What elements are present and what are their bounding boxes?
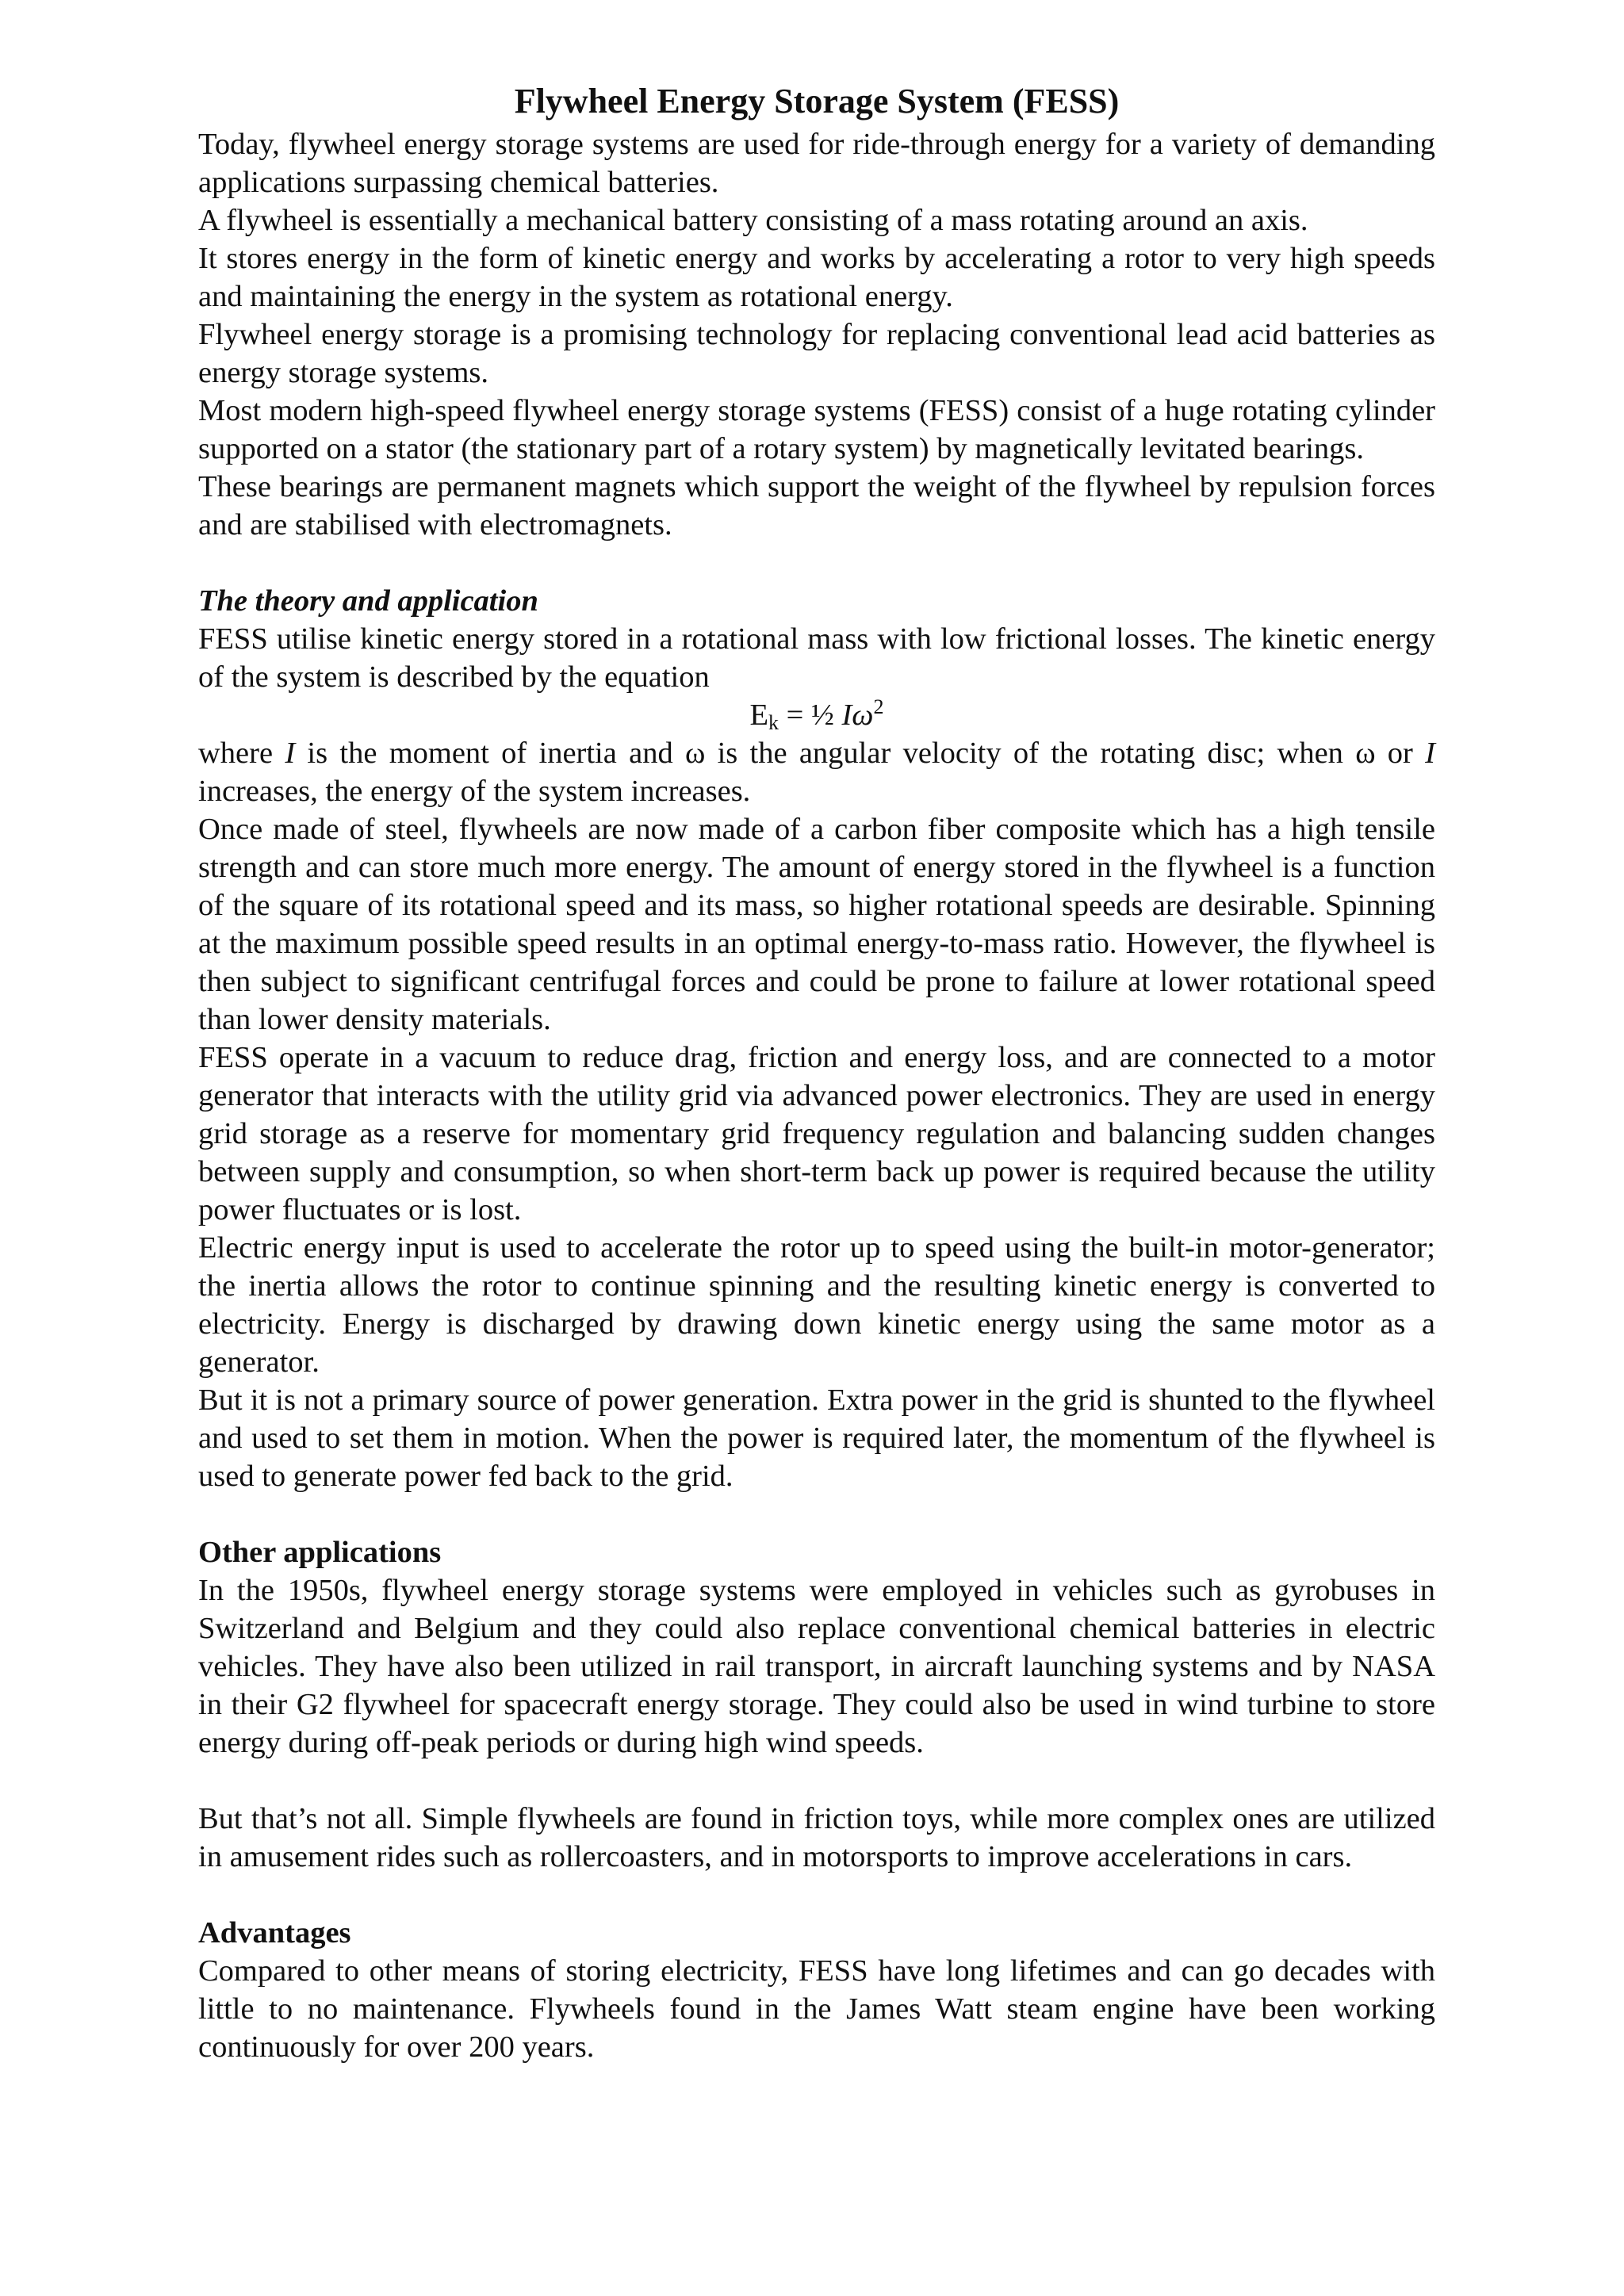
intro-paragraph-2: A flywheel is essentially a mechanical battery consisting of a mass rotating around an axis. [198, 204, 1308, 237]
theory-p2-var-i-2: I [1425, 737, 1435, 770]
document-page [198, 78, 1435, 2066]
theory-paragraph-6: But it is not a primary source of power generation. Extra power in the grid is shunted to the flywheel and used to set them in motion. When the power is required later, the momentum of the flywheel is used to generate power fed back to the grid. [198, 1383, 1435, 1493]
theory-p2-text-b: is the moment of inertia and ω is the angular velocity of the rotating disc; when ω or [295, 737, 1426, 770]
intro-paragraph-1: Today, flywheel energy storage systems are used for ride-through energy for a variety of demanding applications surpassing chemical batteries. [198, 128, 1435, 199]
other-applications-paragraph-1: In the 1950s, flywheel energy storage systems were employed in vehicles such as gyrobuses in Switzerland and Belgium and they could also replace conventional chemical batteries in electric vehicles. They have also been utilized in rail transport, in aircraft launching systems and by NASA in their G2 flywheel for spacecraft energy storage. They could also be used in wind turbine to store energy during off-peak periods or during high wind speeds. [198, 1574, 1435, 1759]
intro-paragraph-3: It stores energy in the form of kinetic energy and works by accelerating a rotor to very high speeds and maintaining the energy in the system as rotational energy. [198, 242, 1435, 313]
kinetic-energy-equation [198, 696, 1435, 734]
advantages-paragraph-1: Compared to other means of storing electricity, FESS have long lifetimes and can go decades with little to no maintenance. Flywheels found in the James Watt steam engine have been working continuously for over 200 years. [198, 1954, 1435, 2064]
theory-heading: The theory and application [198, 584, 538, 618]
paragraph-spacer [198, 1762, 1435, 1800]
equation-middle: = ½ [779, 698, 842, 732]
intro-paragraph-4: Flywheel energy storage is a promising technology for replacing conventional lead acid batteries as energy storage systems. [198, 318, 1435, 389]
other-applications-paragraph-2: But that’s not all. Simple flywheels are found in friction toys, while more complex ones are utilized in amusement rides such as rollercoasters, and in motorsports to improve accelerations in cars. [198, 1802, 1435, 1873]
theory-paragraph-5: Electric energy input is used to accelerate the rotor up to speed using the built-in motor-generator; the inertia allows the rotor to continue spinning and the resulting kinetic energy is converted to electricity. Energy is discharged by drawing down kinetic energy using the same motor as a generator. [198, 1231, 1435, 1379]
theory-paragraph-1: FESS utilise kinetic energy stored in a rotational mass with low frictional losses. The kinetic energy of the system is described by the equation [198, 622, 1435, 694]
theory-p2-text-a: where [198, 737, 285, 770]
theory-paragraph-2 [198, 734, 1435, 810]
equation-variable: Iω [841, 698, 874, 732]
section-spacer [198, 544, 1435, 582]
equation-lhs-subscript: k [768, 711, 779, 734]
section-spacer [198, 1495, 1435, 1533]
theory-paragraph-4: FESS operate in a vacuum to reduce drag, friction and energy loss, and are connected to a motor generator that interacts with the utility grid via advanced power electronics. They are used in energy grid storage as a reserve for momentary grid frequency regulation and balancing sudden changes between supply and consumption, so when short-term back up power is required because the utility power fluctuates or is lost. [198, 1041, 1435, 1226]
theory-p2-text-c: increases, the energy of the system increases. [198, 775, 751, 808]
theory-paragraph-3: Once made of steel, flywheels are now made of a carbon fiber composite which has a high tensile strength and can store much more energy. The amount of energy stored in the flywheel is a function of the square of its rotational speed and its mass, so higher rotational speeds are desirable. Spinning at the maximum possible speed results in an optimal energy-to-mass ratio. However, the flywheel is then subject to significant centrifugal forces and could be prone to failure at lower rotational speed than lower density materials. [198, 813, 1435, 1036]
other-applications-heading: Other applications [198, 1536, 442, 1569]
intro-paragraph-6: These bearings are permanent magnets which support the weight of the flywheel by repulsion forces and are stabilised with electromagnets. [198, 470, 1435, 541]
intro-paragraph-5: Most modern high-speed flywheel energy storage systems (FESS) consist of a huge rotating cylinder supported on a stator (the stationary part of a rotary system) by magnetically levitated bearings. [198, 394, 1435, 465]
equation-exponent: 2 [873, 695, 884, 718]
advantages-heading: Advantages [198, 1916, 351, 1950]
section-spacer [198, 1876, 1435, 1914]
equation-lhs: E [749, 698, 769, 732]
document-title: Flywheel Energy Storage System (FESS) [514, 82, 1120, 121]
theory-p2-var-i: I [285, 737, 296, 770]
